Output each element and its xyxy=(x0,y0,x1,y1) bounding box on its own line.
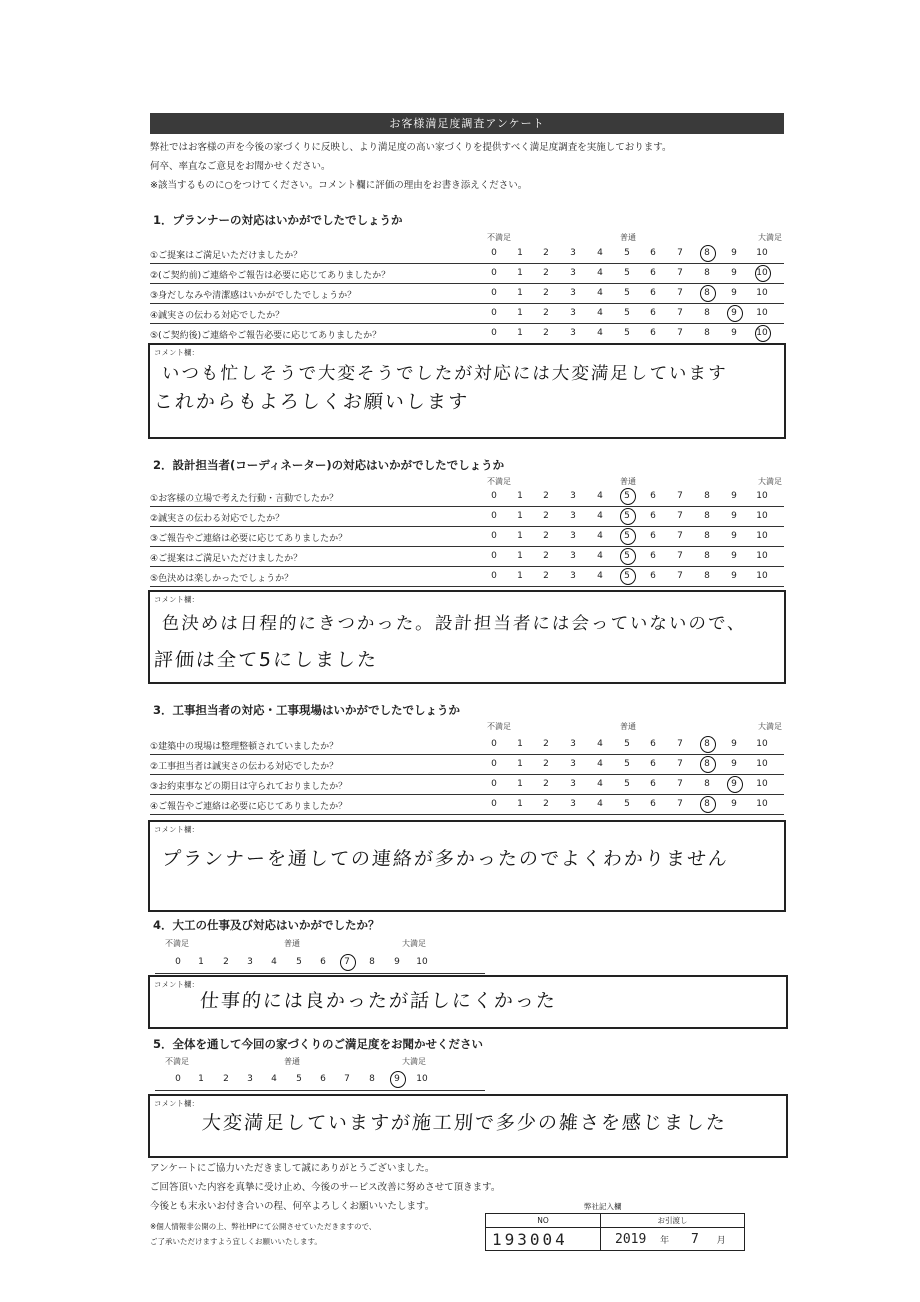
office-month: 7 xyxy=(690,1231,699,1247)
question-row xyxy=(150,526,784,547)
rating-option[interactable]: 3 xyxy=(570,531,576,541)
question-text: ⑤色決めは楽しかったでしょうか？ xyxy=(150,574,294,584)
rating-option[interactable]: 4 xyxy=(597,551,603,561)
rating-option[interactable]: 4 xyxy=(597,491,603,501)
comment-label: コメント欄： xyxy=(154,825,199,834)
rating-option[interactable]: 1 xyxy=(517,551,523,561)
office-date-value xyxy=(601,1228,745,1251)
question-text: ①建築中の現場は整理整頓されていましたか？ xyxy=(150,742,339,752)
rating-option[interactable]: 0 xyxy=(175,957,181,967)
rating-option[interactable]: 0 xyxy=(491,551,497,561)
handwritten-comment: 評価は全て5にしました xyxy=(153,649,379,671)
rating-option[interactable]: 7 xyxy=(677,551,683,561)
rating-option[interactable]: 6 xyxy=(650,491,656,501)
rating-option[interactable]: 9 xyxy=(731,799,737,809)
rating-option[interactable]: 6 xyxy=(650,248,656,258)
rating-option[interactable]: 7 xyxy=(677,779,683,789)
rating-underline xyxy=(155,1090,485,1091)
rating-option[interactable]: 10 xyxy=(756,511,768,521)
rating-option[interactable]: 8 xyxy=(704,571,710,581)
rating-option[interactable]: 3 xyxy=(570,799,576,809)
rating-option[interactable]: 1 xyxy=(517,759,523,769)
rating-option[interactable]: 8 xyxy=(369,1074,375,1084)
office-year: 2019 xyxy=(615,1231,647,1247)
rating-option[interactable]: 1 xyxy=(198,957,204,967)
rating-option[interactable]: 5 xyxy=(624,268,630,278)
selected-rating[interactable]: 10 xyxy=(752,268,772,278)
question-row xyxy=(150,734,784,755)
scale-high-label: 大満足 xyxy=(402,939,426,948)
rating-option[interactable]: 5 xyxy=(624,288,630,298)
selected-rating[interactable]: 9 xyxy=(724,779,744,789)
selected-rating[interactable]: 8 xyxy=(697,759,717,769)
rating-option[interactable]: 1 xyxy=(517,288,523,298)
rating-underline xyxy=(155,973,485,974)
rating-option[interactable]: 6 xyxy=(320,1074,326,1084)
rating-option[interactable]: 8 xyxy=(704,551,710,561)
selected-rating[interactable]: 8 xyxy=(697,739,717,749)
question-text: ④ご報告やご連絡は必要に応じてありましたか？ xyxy=(150,802,348,812)
scale-high-label: 大満足 xyxy=(402,1057,426,1066)
rating-option[interactable]: 6 xyxy=(650,268,656,278)
scale-high-label: 大満足 xyxy=(758,477,782,486)
rating-option[interactable]: 7 xyxy=(677,571,683,581)
rating-option[interactable]: 7 xyxy=(677,288,683,298)
thanks-line-3: 今後とも末永いお付き合いの程、何卒よろしくお願いいたします。 xyxy=(150,1201,435,1212)
rating-option[interactable]: 1 xyxy=(517,491,523,501)
question-row xyxy=(150,566,784,587)
rating-option[interactable]: 7 xyxy=(677,491,683,501)
rating-option[interactable]: 5 xyxy=(624,248,630,258)
scale-low-label: 不満足 xyxy=(165,1057,189,1066)
rating-option[interactable]: 2 xyxy=(543,328,549,338)
rating-option[interactable]: 2 xyxy=(543,551,549,561)
rating-option[interactable]: 8 xyxy=(704,779,710,789)
rating-option[interactable]: 9 xyxy=(731,551,737,561)
rating-option[interactable]: 3 xyxy=(570,328,576,338)
rating-option[interactable]: 1 xyxy=(517,511,523,521)
handwritten-comment: 色決めは日程的にきつかった。設計担当者には会っていないので、 xyxy=(161,614,748,634)
rating-option[interactable]: 9 xyxy=(731,739,737,749)
rating-option[interactable]: 8 xyxy=(704,268,710,278)
rating-option[interactable]: 9 xyxy=(731,328,737,338)
scale-low-label: 不満足 xyxy=(487,722,511,731)
office-year-unit: 年 xyxy=(660,1235,670,1246)
rating-option[interactable]: 10 xyxy=(756,308,768,318)
rating-option[interactable]: 7 xyxy=(677,308,683,318)
rating-option[interactable]: 0 xyxy=(491,288,497,298)
question-text: ⑤(ご契約後)ご連絡やご報告必要に応じてありましたか？ xyxy=(150,331,382,341)
rating-option[interactable]: 2 xyxy=(543,531,549,541)
rating-option[interactable]: 4 xyxy=(597,308,603,318)
rating-option[interactable]: 6 xyxy=(650,759,656,769)
question-row xyxy=(150,546,784,567)
selected-rating[interactable]: 8 xyxy=(697,248,717,258)
question-row xyxy=(150,506,784,527)
question-row xyxy=(150,754,784,775)
comment-box xyxy=(148,820,786,912)
question-row xyxy=(150,774,784,795)
rating-option[interactable]: 0 xyxy=(491,531,497,541)
selected-rating[interactable]: 9 xyxy=(387,1074,407,1084)
rating-option[interactable]: 10 xyxy=(756,551,768,561)
rating-option[interactable]: 8 xyxy=(369,957,375,967)
rating-option[interactable]: 10 xyxy=(756,491,768,501)
rating-option[interactable]: 4 xyxy=(597,779,603,789)
rating-option[interactable]: 2 xyxy=(543,248,549,258)
rating-option[interactable]: 2 xyxy=(543,779,549,789)
rating-option[interactable]: 5 xyxy=(296,1074,302,1084)
scale-high-label: 大満足 xyxy=(758,233,782,242)
office-month-unit: 月 xyxy=(716,1235,726,1246)
question-text: ③ご報告やご連絡は必要に応じてありましたか？ xyxy=(150,534,348,544)
selected-rating[interactable]: 9 xyxy=(724,308,744,318)
rating-option[interactable]: 4 xyxy=(597,571,603,581)
handwritten-comment: これからもよろしくお願いします xyxy=(153,391,470,413)
rating-option[interactable]: 0 xyxy=(175,1074,181,1084)
comment-box xyxy=(148,1094,788,1158)
rating-option[interactable]: 4 xyxy=(597,511,603,521)
rating-option[interactable]: 0 xyxy=(491,779,497,789)
rating-option[interactable]: 2 xyxy=(543,308,549,318)
comment-box xyxy=(148,343,786,439)
rating-option[interactable]: 8 xyxy=(704,491,710,501)
rating-option[interactable]: 9 xyxy=(731,511,737,521)
privacy-note-2: ご了承いただけますよう宜しくお願いいたします。 xyxy=(150,1237,322,1246)
rating-option[interactable]: 0 xyxy=(491,491,497,501)
question-text: ②誠実さの伝わる対応でしたか？ xyxy=(150,514,285,524)
question-text: ①ご提案はご満足いただけましたか？ xyxy=(150,251,303,261)
rating-option[interactable]: 6 xyxy=(650,799,656,809)
question-text: ②(ご契約前)ご連絡やご報告は必要に応じてありましたか？ xyxy=(150,271,391,281)
rating-option[interactable]: 5 xyxy=(624,739,630,749)
thanks-line-2: ご回答頂いた内容を真摯に受け止め、今後のサービス改善に努めさせて頂きます。 xyxy=(150,1182,501,1193)
rating-option[interactable]: 2 xyxy=(543,491,549,501)
rating-option[interactable]: 1 xyxy=(517,799,523,809)
rating-option[interactable]: 0 xyxy=(491,571,497,581)
rating-option[interactable]: 7 xyxy=(677,328,683,338)
intro-line-3: ※該当するものに○をつけてください。コメント欄に評価の理由をお書き添えください。 xyxy=(150,180,528,191)
rating-option[interactable]: 6 xyxy=(320,957,326,967)
rating-option[interactable]: 7 xyxy=(677,759,683,769)
office-use-label: 弊社記入欄 xyxy=(584,1202,622,1211)
question-text: ③身だしなみや清潔感はいかがでしたでしょうか？ xyxy=(150,291,357,301)
rating-option[interactable]: 6 xyxy=(650,779,656,789)
rating-option[interactable]: 10 xyxy=(756,799,768,809)
selected-rating[interactable]: 5 xyxy=(617,511,637,521)
office-no-header: NO xyxy=(486,1214,601,1228)
rating-option[interactable]: 3 xyxy=(570,288,576,298)
rating-option[interactable]: 10 xyxy=(756,759,768,769)
question-row xyxy=(150,243,784,264)
scale-mid-label: 普通 xyxy=(620,477,636,486)
section-2-title: 2．設計担当者(コーディネーター)の対応はいかがでしたでしょうか xyxy=(153,458,505,472)
rating-option[interactable]: 5 xyxy=(624,779,630,789)
selected-rating[interactable]: 7 xyxy=(337,957,357,967)
rating-option[interactable]: 4 xyxy=(597,799,603,809)
rating-option[interactable]: 1 xyxy=(517,779,523,789)
question-row xyxy=(150,794,784,815)
question-row xyxy=(150,486,784,507)
intro-line-2: 何卒、率直なご意見をお聞かせください。 xyxy=(150,161,331,172)
rating-option[interactable]: 0 xyxy=(491,328,497,338)
thanks-line-1: アンケートにご協力いただきまして誠にありがとうございました。 xyxy=(150,1163,435,1174)
question-text: ④誠実さの伝わる対応でしたか？ xyxy=(150,311,285,321)
rating-option[interactable]: 6 xyxy=(650,551,656,561)
rating-option[interactable]: 7 xyxy=(677,739,683,749)
selected-rating[interactable]: 5 xyxy=(617,571,637,581)
rating-option[interactable]: 0 xyxy=(491,308,497,318)
rating-option[interactable]: 8 xyxy=(704,531,710,541)
office-date-header: お引渡し xyxy=(601,1214,745,1228)
rating-option[interactable]: 0 xyxy=(491,759,497,769)
rating-option[interactable]: 1 xyxy=(517,328,523,338)
rating-option[interactable]: 7 xyxy=(677,268,683,278)
page-title: お客様満足度調査アンケート xyxy=(150,113,784,134)
rating-option[interactable]: 7 xyxy=(677,511,683,521)
comment-label: コメント欄： xyxy=(154,595,199,604)
scale-high-label: 大満足 xyxy=(758,722,782,731)
rating-option[interactable]: 10 xyxy=(756,531,768,541)
rating-option[interactable]: 9 xyxy=(731,268,737,278)
section-4-title: 4．大工の仕事及び対応はいかがでしたか？ xyxy=(153,918,380,932)
question-row xyxy=(150,283,784,304)
rating-option[interactable]: 6 xyxy=(650,288,656,298)
question-text: ②工事担当者は誠実さの伝わる対応でしたか？ xyxy=(150,762,339,772)
comment-box xyxy=(148,590,786,684)
rating-option[interactable]: 6 xyxy=(650,739,656,749)
comment-label: コメント欄： xyxy=(154,1099,199,1108)
rating-option[interactable]: 2 xyxy=(543,799,549,809)
rating-option[interactable]: 4 xyxy=(597,248,603,258)
comment-label: コメント欄： xyxy=(154,980,199,989)
rating-option[interactable]: 8 xyxy=(704,328,710,338)
rating-option[interactable]: 10 xyxy=(756,779,768,789)
rating-option[interactable]: 4 xyxy=(597,288,603,298)
question-row xyxy=(150,323,784,344)
rating-option[interactable]: 3 xyxy=(570,759,576,769)
rating-option[interactable]: 2 xyxy=(223,1074,229,1084)
rating-option[interactable]: 7 xyxy=(677,799,683,809)
rating-option[interactable]: 8 xyxy=(704,511,710,521)
office-use-table xyxy=(485,1213,745,1251)
rating-option[interactable]: 4 xyxy=(271,957,277,967)
selected-rating[interactable]: 8 xyxy=(697,288,717,298)
office-no-value: 193004 xyxy=(486,1228,601,1251)
rating-option[interactable]: 3 xyxy=(247,957,253,967)
rating-option[interactable]: 4 xyxy=(597,531,603,541)
rating-option[interactable]: 0 xyxy=(491,248,497,258)
rating-option[interactable]: 6 xyxy=(650,571,656,581)
rating-option[interactable]: 4 xyxy=(597,328,603,338)
rating-option[interactable]: 9 xyxy=(394,957,400,967)
rating-option[interactable]: 0 xyxy=(491,511,497,521)
rating-option[interactable]: 5 xyxy=(624,328,630,338)
handwritten-comment: 大変満足していますが施工別で多少の雑さを感じました xyxy=(201,1112,728,1134)
rating-option[interactable]: 5 xyxy=(624,759,630,769)
rating-option[interactable]: 3 xyxy=(570,551,576,561)
rating-option[interactable]: 1 xyxy=(517,248,523,258)
rating-option[interactable]: 4 xyxy=(597,739,603,749)
rating-option[interactable]: 4 xyxy=(597,759,603,769)
rating-option[interactable]: 6 xyxy=(650,308,656,318)
rating-option[interactable]: 3 xyxy=(570,248,576,258)
rating-option[interactable]: 10 xyxy=(416,1074,428,1084)
rating-option[interactable]: 7 xyxy=(677,531,683,541)
question-text: ①お客様の立場で考えた行動・言動でしたか？ xyxy=(150,494,339,504)
rating-option[interactable]: 2 xyxy=(543,288,549,298)
rating-option[interactable]: 6 xyxy=(650,511,656,521)
rating-option[interactable]: 9 xyxy=(731,531,737,541)
comment-box xyxy=(148,975,788,1029)
section-3-title: 3．工事担当者の対応・工事現場はいかがでしたでしょうか xyxy=(153,703,460,717)
rating-option[interactable]: 10 xyxy=(756,571,768,581)
handwritten-comment: いつも忙しそうで大変そうでしたが対応には大変満足しています xyxy=(161,364,729,384)
rating-option[interactable]: 2 xyxy=(543,268,549,278)
rating-option[interactable]: 0 xyxy=(491,799,497,809)
rating-option[interactable]: 3 xyxy=(570,491,576,501)
rating-option[interactable]: 10 xyxy=(756,288,768,298)
rating-option[interactable]: 9 xyxy=(731,288,737,298)
rating-option[interactable]: 10 xyxy=(756,248,768,258)
rating-option[interactable]: 4 xyxy=(271,1074,277,1084)
selected-rating[interactable]: 10 xyxy=(752,328,772,338)
intro-line-1: 弊社ではお客様の声を今後の家づくりに反映し、より満足度の高い家づくりを提供すべく満足度調査を実施しております。 xyxy=(150,142,672,153)
scale-mid-label: 普通 xyxy=(284,1057,300,1066)
scale-low-label: 不満足 xyxy=(165,939,189,948)
question-text: ④ご提案はご満足いただけましたか？ xyxy=(150,554,303,564)
rating-option[interactable]: 3 xyxy=(570,739,576,749)
rating-option[interactable]: 7 xyxy=(344,1074,350,1084)
privacy-note-1: ※個人情報非公開の上、弊社HPにて公開させていただきますので、 xyxy=(150,1222,377,1231)
rating-option[interactable]: 10 xyxy=(416,957,428,967)
selected-rating[interactable]: 5 xyxy=(617,551,637,561)
rating-option[interactable]: 5 xyxy=(624,799,630,809)
rating-option[interactable]: 2 xyxy=(543,511,549,521)
rating-option[interactable]: 1 xyxy=(198,1074,204,1084)
rating-option[interactable]: 2 xyxy=(543,739,549,749)
rating-option[interactable]: 9 xyxy=(731,571,737,581)
rating-option[interactable]: 9 xyxy=(731,248,737,258)
rating-option[interactable]: 6 xyxy=(650,531,656,541)
rating-option[interactable]: 0 xyxy=(491,739,497,749)
rating-option[interactable]: 3 xyxy=(570,511,576,521)
scale-mid-label: 普通 xyxy=(284,939,300,948)
rating-option[interactable]: 6 xyxy=(650,328,656,338)
rating-option[interactable]: 4 xyxy=(597,268,603,278)
rating-option[interactable]: 1 xyxy=(517,739,523,749)
scale-mid-label: 普通 xyxy=(620,722,636,731)
rating-option[interactable]: 5 xyxy=(296,957,302,967)
question-row xyxy=(150,303,784,324)
rating-option[interactable]: 2 xyxy=(543,571,549,581)
scale-low-label: 不満足 xyxy=(487,477,511,486)
rating-option[interactable]: 9 xyxy=(731,491,737,501)
section-1-title: 1．プランナーの対応はいかがでしたでしょうか xyxy=(153,213,403,227)
selected-rating[interactable]: 8 xyxy=(697,799,717,809)
rating-option[interactable]: 3 xyxy=(570,308,576,318)
handwritten-comment: 仕事的には良かったが話しにくかった xyxy=(199,990,558,1012)
rating-option[interactable]: 0 xyxy=(491,268,497,278)
rating-option[interactable]: 5 xyxy=(624,308,630,318)
rating-option[interactable]: 3 xyxy=(247,1074,253,1084)
rating-option[interactable]: 8 xyxy=(704,308,710,318)
rating-option[interactable]: 2 xyxy=(543,759,549,769)
rating-option[interactable]: 3 xyxy=(570,779,576,789)
rating-option[interactable]: 3 xyxy=(570,268,576,278)
question-row xyxy=(150,263,784,284)
rating-option[interactable]: 1 xyxy=(517,268,523,278)
rating-option[interactable]: 7 xyxy=(677,248,683,258)
rating-option[interactable]: 3 xyxy=(570,571,576,581)
section-5-title: 5．全体を通して今回の家づくりのご満足度をお聞かせください xyxy=(153,1037,483,1051)
rating-option[interactable]: 10 xyxy=(756,739,768,749)
comment-label: コメント欄： xyxy=(154,348,199,357)
rating-option[interactable]: 1 xyxy=(517,571,523,581)
handwritten-comment: プランナーを通しての連絡が多かったのでよくわかりません xyxy=(161,848,730,870)
scale-low-label: 不満足 xyxy=(487,233,511,242)
selected-rating[interactable]: 5 xyxy=(617,491,637,501)
rating-option[interactable]: 1 xyxy=(517,308,523,318)
selected-rating[interactable]: 5 xyxy=(617,531,637,541)
rating-option[interactable]: 2 xyxy=(223,957,229,967)
rating-option[interactable]: 1 xyxy=(517,531,523,541)
rating-option[interactable]: 9 xyxy=(731,759,737,769)
question-text: ③お約束事などの期日は守られておりましたか？ xyxy=(150,782,348,792)
scale-mid-label: 普通 xyxy=(620,233,636,242)
